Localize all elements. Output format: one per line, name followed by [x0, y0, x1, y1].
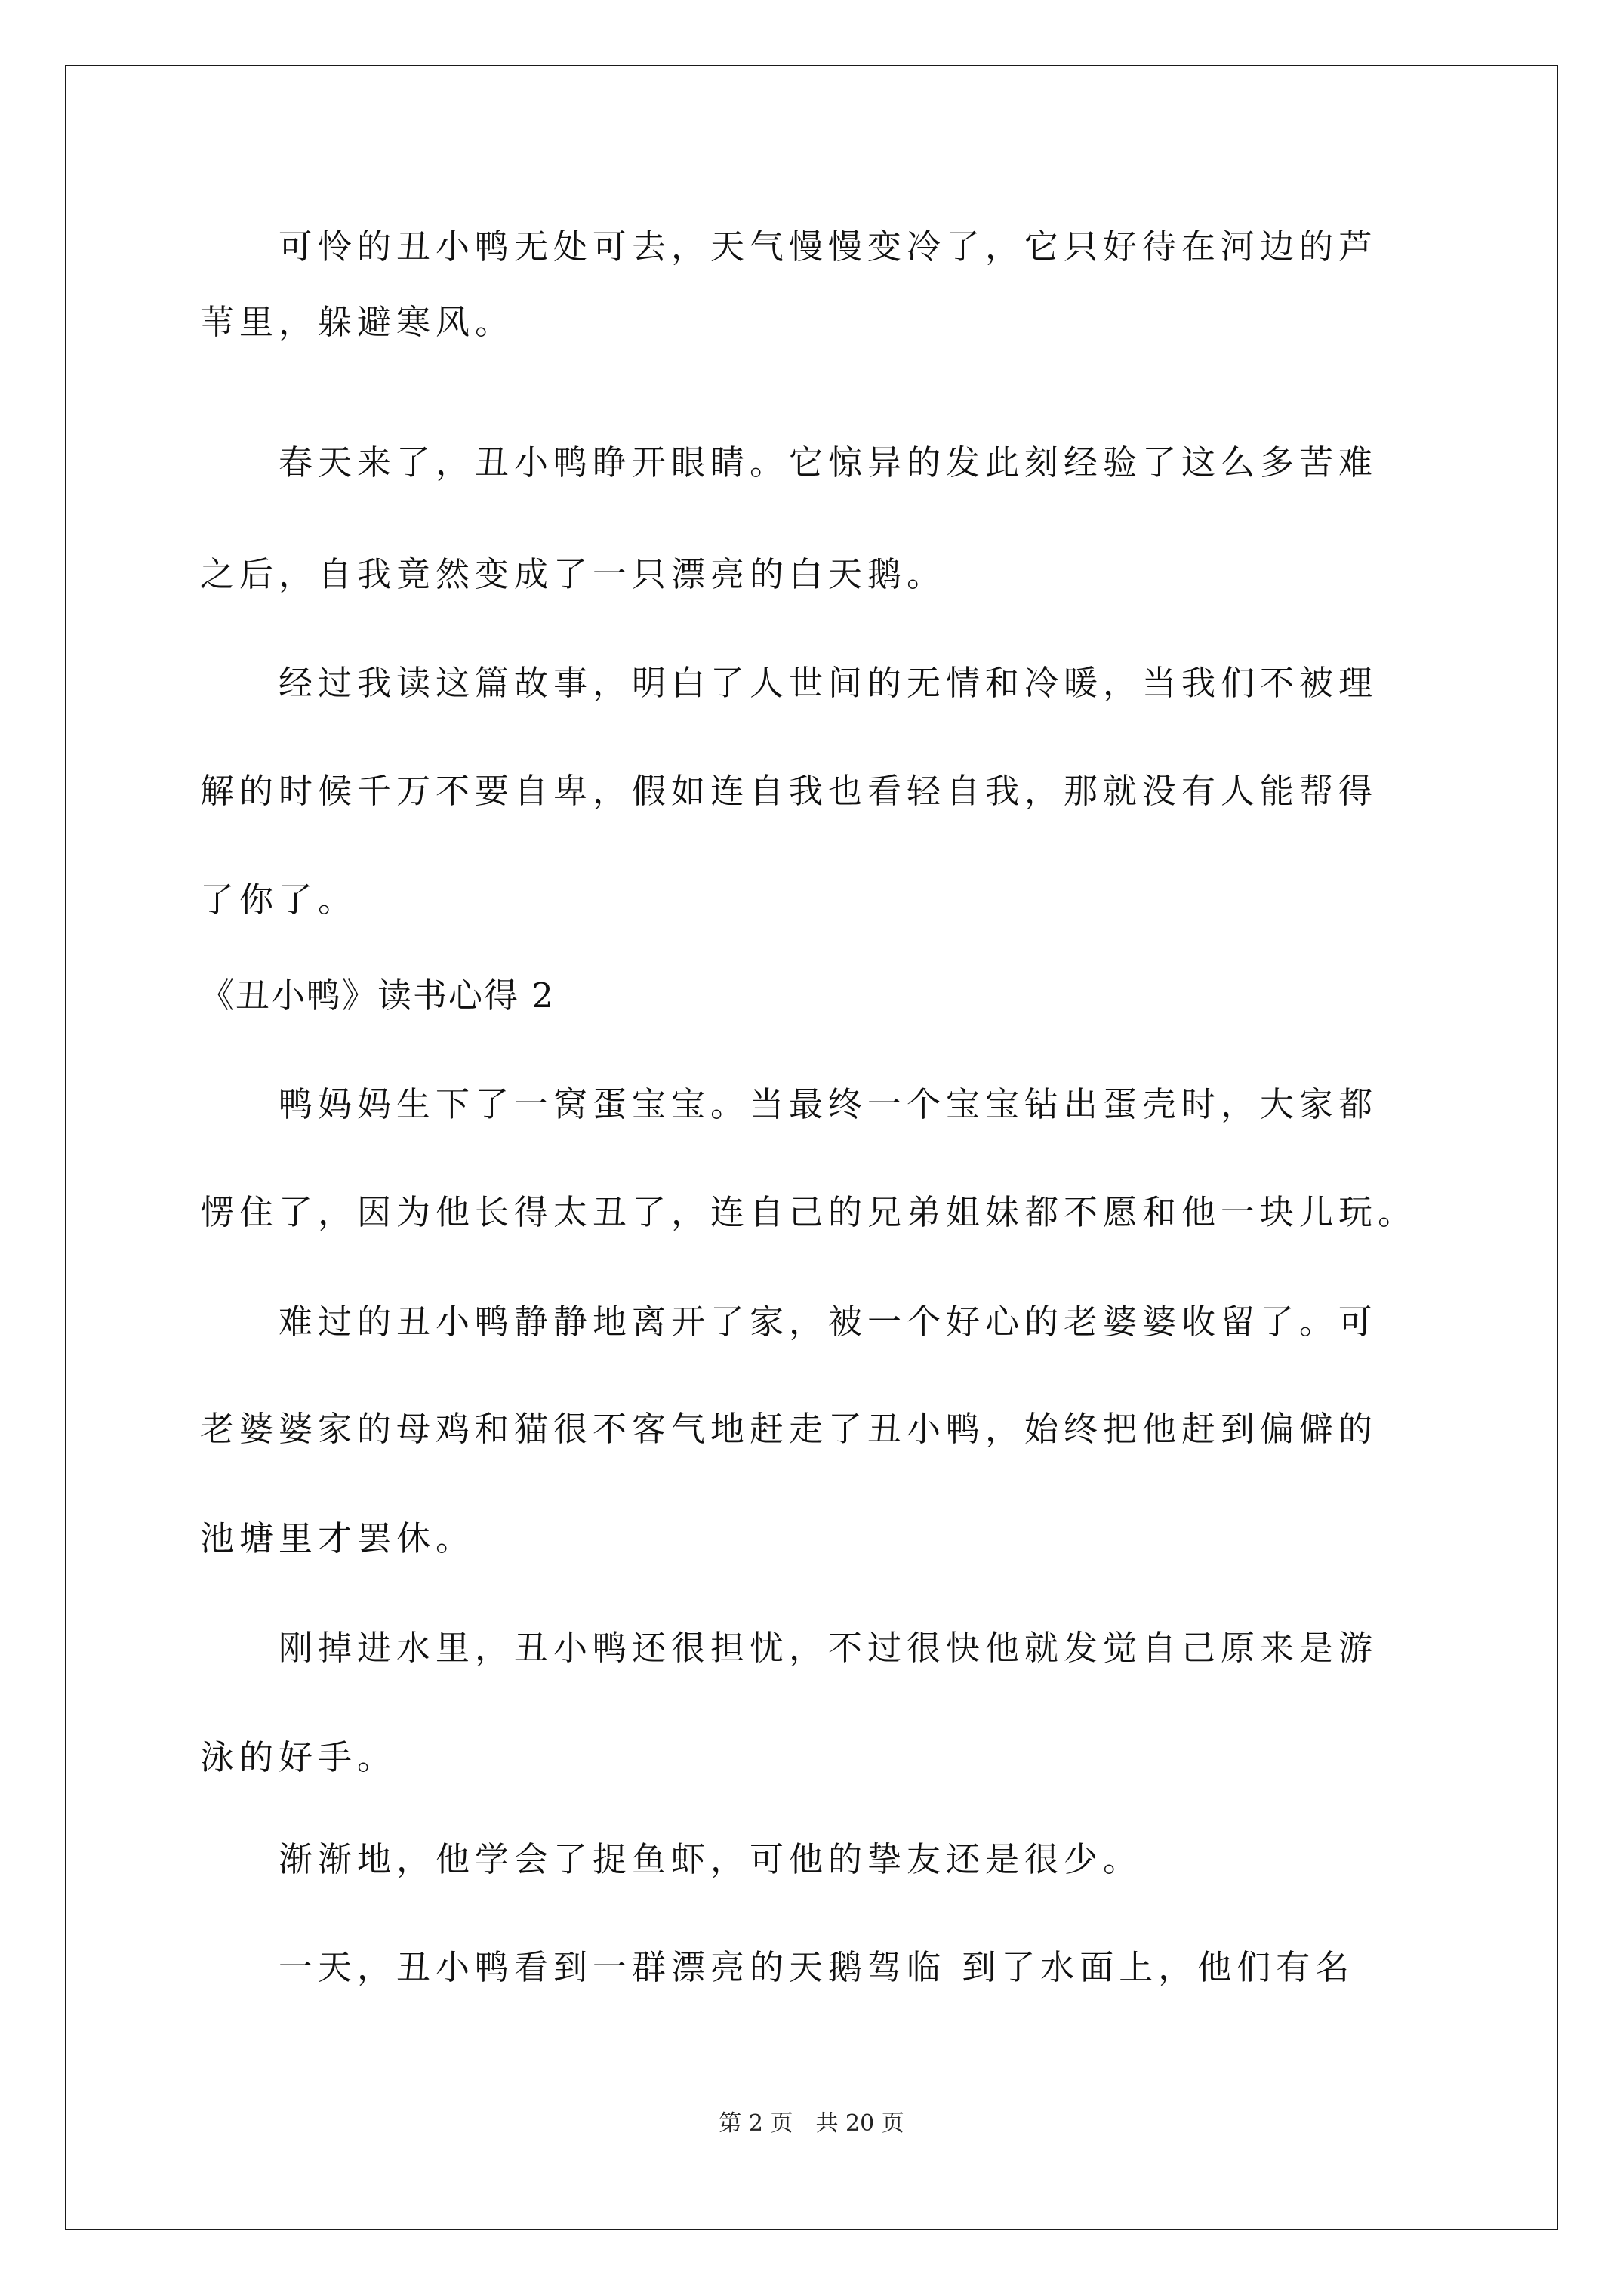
- paragraph-line: 之后，自我竟然变成了一只漂亮的白天鹅。: [200, 554, 947, 594]
- paragraph-line: 池塘里才罢休。: [200, 1518, 476, 1558]
- paragraph-line: 老婆婆家的母鸡和猫很不客气地赶走了丑小鸭，始终把他赶到偏僻的: [200, 1409, 1378, 1449]
- paragraph-line: 渐渐地，他学会了捉鱼虾，可他的挚友还是很少。: [200, 1839, 1143, 1879]
- paragraph-line: 难过的丑小鸭静静地离开了家，被一个好心的老婆婆收留了。可: [200, 1302, 1378, 1342]
- paragraph-line: 了你了。: [200, 880, 358, 920]
- paragraph-line: 一天，丑小鸭看到一群漂亮的天鹅驾临 到了水面上，他们有名: [200, 1947, 1355, 1987]
- paragraph-line: 可怜的丑小鸭无处可去，天气慢慢变冷了，它只好待在河边的芦: [200, 227, 1378, 267]
- section-heading: 《丑小鸭》读书心得 2: [200, 975, 555, 1015]
- paragraph-line: 愣住了，因为他长得太丑了，连自己的兄弟姐妹都不愿和他一块儿玩。: [200, 1192, 1418, 1232]
- paragraph-line: 泳的好手。: [200, 1737, 397, 1777]
- paragraph-line: 解的时候千万不要自卑，假如连自我也看轻自我，那就没有人能帮得: [200, 771, 1378, 811]
- paragraph-line: 鸭妈妈生下了一窝蛋宝宝。当最终一个宝宝钻出蛋壳时，大家都: [200, 1084, 1378, 1124]
- paragraph-line: 苇里，躲避寒风。: [200, 302, 515, 342]
- paragraph-line: 春天来了，丑小鸭睁开眼睛。它惊异的发此刻经验了这么多苦难: [200, 442, 1378, 482]
- paragraph-line: 经过我读这篇故事，明白了人世间的无情和冷暖，当我们不被理: [200, 663, 1378, 703]
- paragraph-line: 刚掉进水里，丑小鸭还很担忧，不过很快他就发觉自己原来是游: [200, 1628, 1378, 1668]
- page-border: [65, 65, 1558, 2230]
- page-number-footer: 第 2 页 共 20 页: [719, 2110, 904, 2137]
